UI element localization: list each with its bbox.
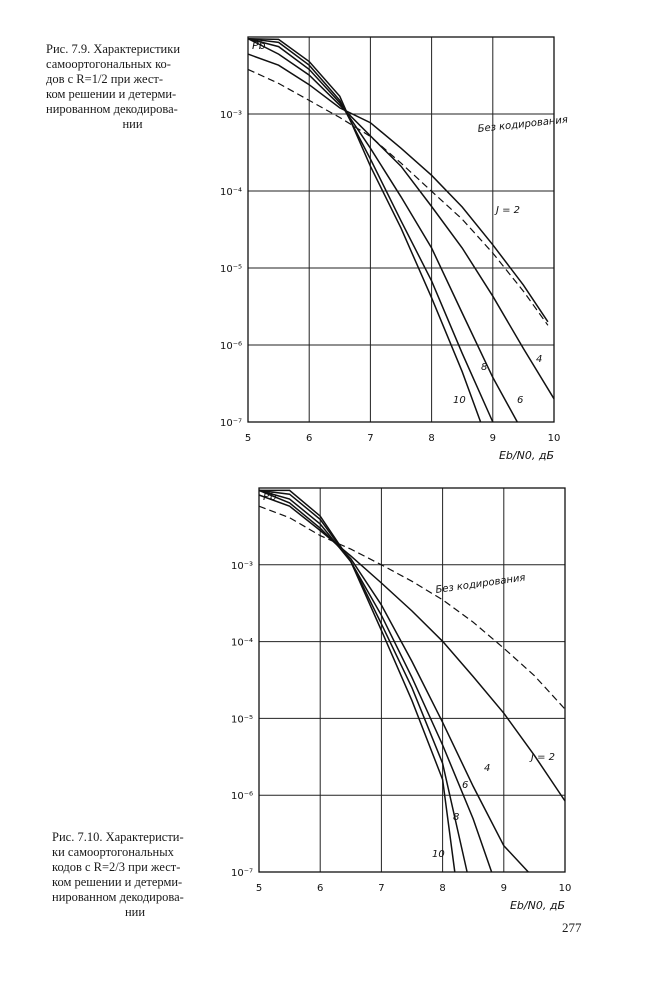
curve-label: 10	[453, 395, 466, 406]
x-tick-label: 5	[255, 883, 263, 894]
y-tick-label: 10⁻⁴	[230, 637, 253, 649]
x-tick-label: 6	[317, 883, 324, 894]
x-tick-label: 9	[500, 883, 507, 894]
caption-line: ком решении и детерми-	[52, 875, 183, 889]
curve-label: 4	[484, 763, 491, 774]
y-axis-title: Pb	[252, 39, 266, 52]
caption-line: дов с R=1/2 при жест-	[46, 72, 164, 86]
y-axis-title: Pb	[263, 490, 277, 503]
series-line	[248, 39, 517, 422]
curve-label: 6	[462, 780, 469, 791]
series-line	[259, 490, 528, 872]
curve-label: 10	[432, 849, 445, 860]
curve-label: 6	[517, 395, 524, 406]
y-tick-label: 10⁻⁷	[219, 418, 242, 429]
curve-label: Без кодирования	[477, 114, 569, 135]
y-tick-label: 10⁻⁷	[230, 868, 253, 879]
y-tick-label: 10⁻⁶	[230, 791, 253, 803]
x-tick-label: 5	[244, 433, 252, 444]
caption-line: ки самоортогональных	[52, 845, 174, 859]
x-tick-label: 6	[306, 433, 313, 444]
x-tick-label: 10	[558, 883, 572, 894]
caption-line: кодов с R=2/3 при жест-	[52, 860, 181, 874]
series-line	[259, 490, 455, 872]
x-axis-title: Eb/N0, дБ	[509, 899, 565, 912]
plot-frame	[259, 488, 565, 872]
curve-label: 8	[453, 812, 460, 823]
y-tick-label: 10⁻³	[230, 560, 253, 572]
x-tick-label: 9	[489, 433, 496, 444]
x-tick-label: 7	[367, 433, 374, 444]
y-tick-label: 10⁻³	[219, 110, 242, 121]
curve-label: 8	[481, 362, 488, 373]
x-tick-label: 8	[439, 883, 446, 894]
caption-line: нированном декодирова-	[46, 102, 178, 116]
caption-line: нии	[124, 905, 146, 919]
y-tick-label: 10⁻⁶	[219, 341, 242, 352]
curve-label: J = 2	[531, 752, 556, 763]
caption-line: ком решении и детерми-	[46, 87, 177, 101]
series-line	[259, 490, 467, 872]
figure-7-9-chart	[220, 37, 568, 462]
caption-line: самоортогональных ко-	[46, 57, 171, 71]
x-tick-label: 8	[428, 433, 435, 444]
figure-7-10-chart	[231, 488, 571, 912]
y-tick-label: 10⁻⁵	[230, 714, 253, 726]
x-tick-label: 10	[547, 433, 561, 444]
x-axis-title: Eb/N0, дБ	[498, 449, 554, 462]
caption-line: нированном декодирова-	[52, 890, 184, 904]
y-tick-label: 10⁻⁴	[219, 187, 242, 198]
y-tick-label: 10⁻⁵	[219, 264, 242, 275]
caption-line: Рис. 7.9. Характеристики	[46, 42, 181, 56]
caption-line: нии	[122, 117, 143, 131]
x-tick-label: 7	[378, 883, 385, 894]
series-line	[259, 495, 565, 801]
curve-label: Без кодирования	[434, 572, 527, 596]
curve-label: 4	[536, 354, 543, 365]
series-line	[248, 69, 548, 325]
curve-label: J = 2	[496, 205, 521, 216]
page-number: 277	[562, 920, 582, 935]
series-line	[248, 54, 548, 322]
caption-line: Рис. 7.10. Характеристи-	[52, 830, 184, 844]
series-line	[248, 39, 481, 422]
